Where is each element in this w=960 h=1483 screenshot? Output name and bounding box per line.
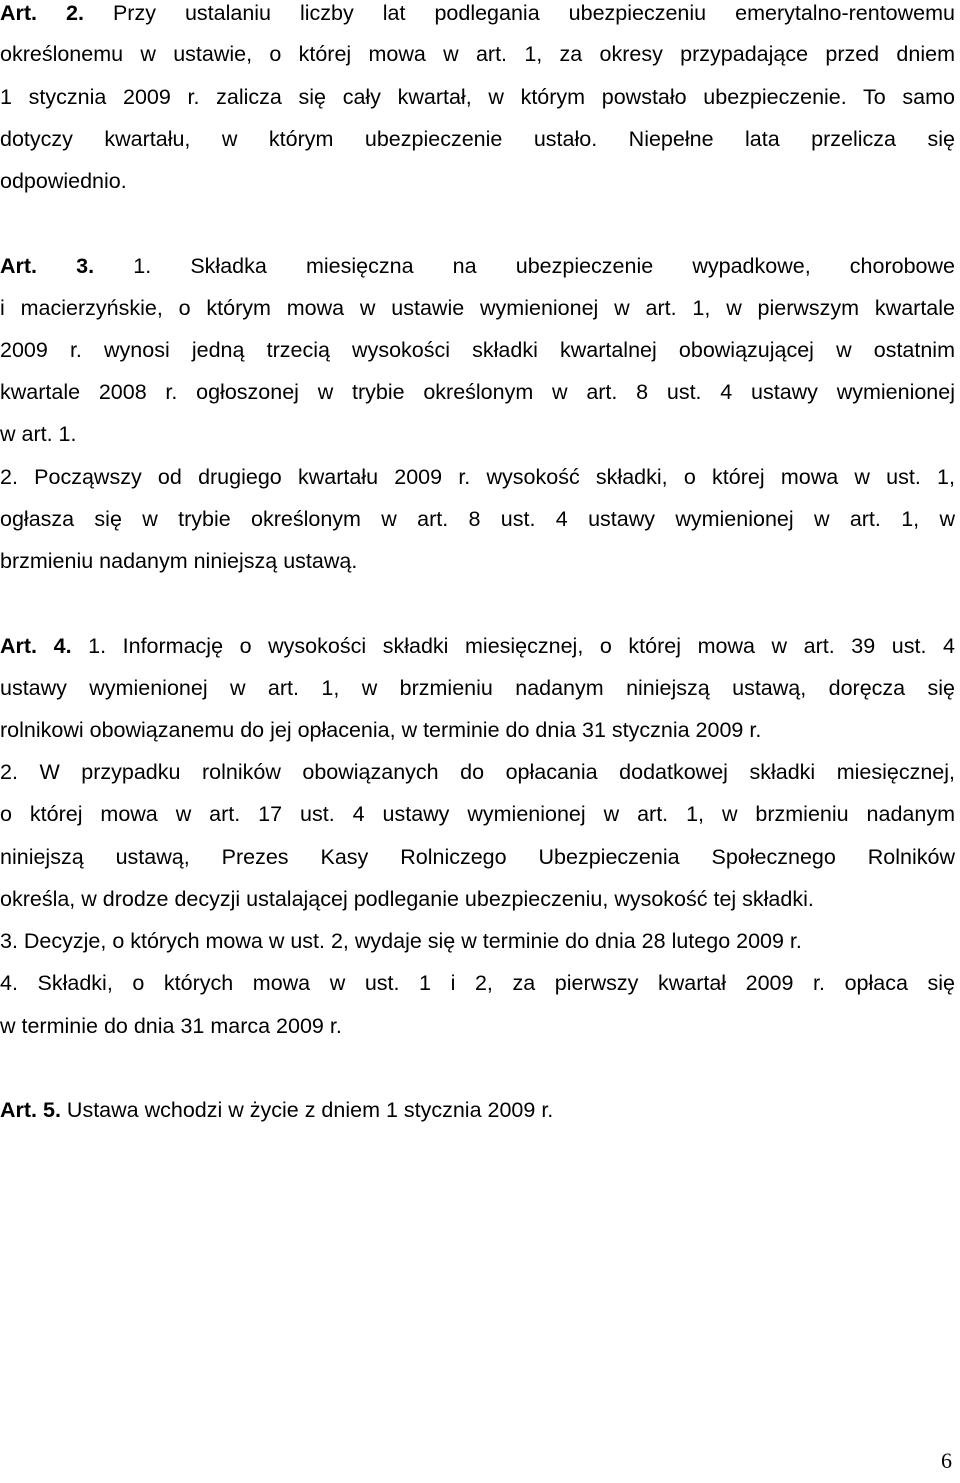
art4-line-3: rolnikowi obowiązanemu do jej opłacenia, w terminie do dnia 31 stycznia 2009 r. — [0, 718, 762, 742]
art4-line-5: o której mowa w art. 17 ust. 4 ustawy wymienionej w art. 1, w brzmieniu nadanym — [0, 802, 955, 826]
art3-line-8: brzmieniu nadanym niniejszą ustawą. — [0, 549, 358, 573]
art3-line-5: w art. 1. — [0, 422, 77, 446]
art4-line-10: w terminie do dnia 31 marca 2009 r. — [0, 1014, 342, 1038]
art2-label: Art. 2. — [0, 1, 84, 25]
page-number: 6 — [941, 1448, 952, 1473]
art2-line-2: określonemu w ustawie, o której mowa w art. 1, za okresy przypadające przed dniem — [0, 42, 955, 66]
art4-line-7: określa, w drodze decyzji ustalającej podleganie ubezpieczeniu, wysokość tej składki. — [0, 887, 814, 911]
art2-line-1 — [0, 0, 955, 26]
art3-line-3: 2009 r. wynosi jedną trzecią wysokości składki kwartalnej obowiązującej w ostatnim — [0, 338, 955, 362]
art4-line-1 — [0, 633, 955, 659]
art3-text: 1. Składka miesięczna na ubezpieczenie wypadkowe, chorobowe — [133, 254, 955, 278]
art4-line-4: 2. W przypadku rolników obowiązanych do opłacania dodatkowej składki miesięcznej, — [0, 760, 955, 784]
art4-line-8: 3. Decyzje, o których mowa w ust. 2, wydaje się w terminie do dnia 28 lutego 2009 r. — [0, 929, 802, 953]
art3-line-4: kwartale 2008 r. ogłoszonej w trybie określonym w art. 8 ust. 4 ustawy wymienionej — [0, 380, 955, 404]
art2-text: Przy ustalaniu liczby lat podlegania ubezpieczeniu emerytalno-rentowemu — [112, 1, 955, 25]
art3-line-6: 2. Począwszy od drugiego kwartału 2009 r. wysokość składki, o której mowa w ust. 1, — [0, 465, 955, 489]
art4-line-2: ustawy wymienionej w art. 1, w brzmieniu nadanym niniejszą ustawą, doręcza się — [0, 676, 955, 700]
art4-label: Art. 4. — [0, 634, 72, 658]
art4-line-6: niniejszą ustawą, Prezes Kasy Rolniczego Ubezpieczenia Społecznego Rolników — [0, 845, 955, 869]
art3-line-2: i macierzyńskie, o którym mowa w ustawie wymienionej w art. 1, w pierwszym kwartale — [0, 296, 955, 320]
art2-line-5: odpowiednio. — [0, 169, 127, 193]
art3-line-7: ogłasza się w trybie określonym w art. 8 ust. 4 ustawy wymienionej w art. 1, w — [0, 507, 955, 531]
art3-line-1 — [0, 253, 955, 279]
art4-text: 1. Informację o wysokości składki miesięcznej, o której mowa w art. 39 ust. 4 — [88, 634, 955, 658]
art5-text: Ustawa wchodzi w życie z dniem 1 stycznia 2009 r. — [66, 1098, 554, 1122]
art5-line-1 — [0, 1097, 955, 1123]
art4-line-9: 4. Składki, o których mowa w ust. 1 i 2, za pierwszy kwartał 2009 r. opłaca się — [0, 971, 955, 995]
art2-line-3: 1 stycznia 2009 r. zalicza się cały kwartał, w którym powstało ubezpieczenie. To samo — [0, 85, 955, 109]
art2-line-4: dotyczy kwartału, w którym ubezpieczenie ustało. Niepełne lata przelicza się — [0, 127, 955, 151]
art3-label: Art. 3. — [0, 254, 95, 278]
art5-label: Art. 5. — [0, 1098, 61, 1122]
